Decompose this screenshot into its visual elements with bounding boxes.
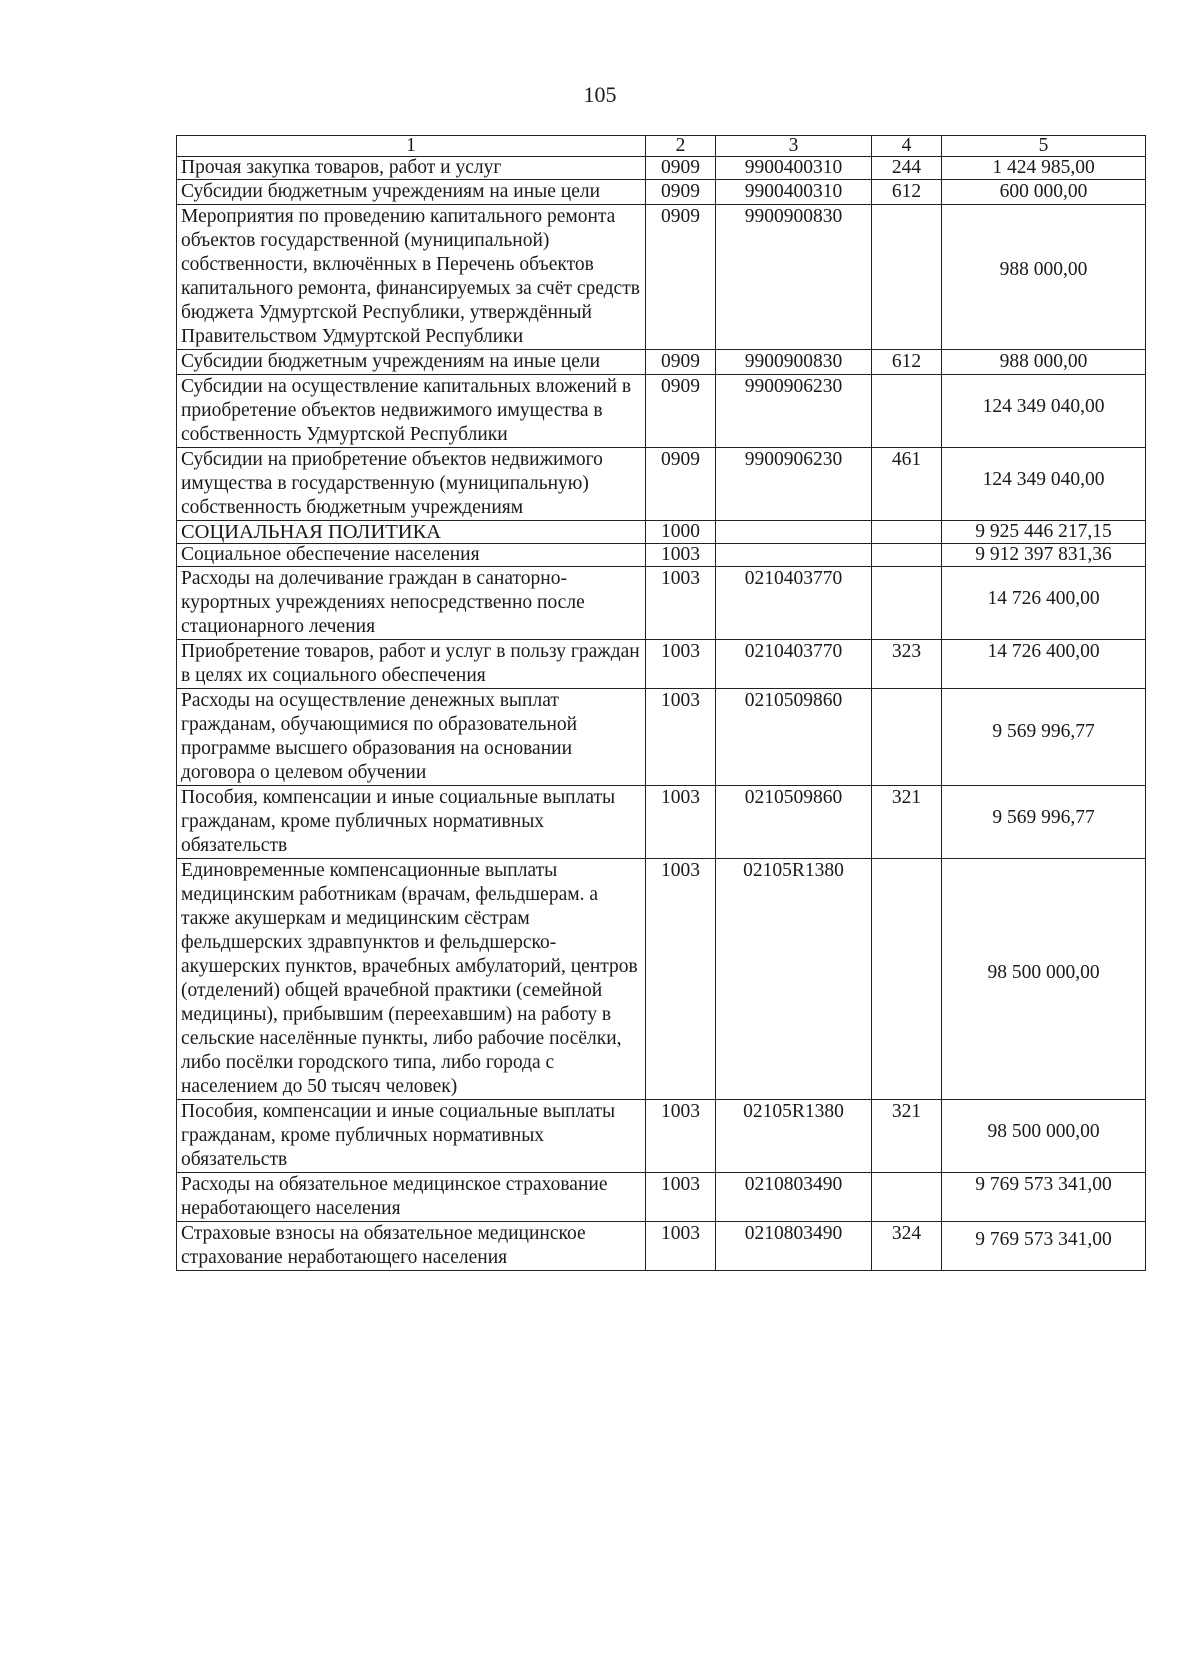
- row-section: 1003: [646, 859, 716, 1100]
- row-amount: 14 726 400,00: [942, 567, 1146, 640]
- row-code: 02105R1380: [716, 859, 872, 1100]
- row-name: Приобретение товаров, работ и услуг в пользу граждан в целях их социального обеспечения: [177, 640, 646, 689]
- table-row: [177, 786, 1146, 859]
- table-row: [177, 521, 1146, 544]
- row-type: [872, 375, 942, 448]
- table-header-row: [177, 136, 1146, 157]
- row-code: 0210509860: [716, 689, 872, 786]
- row-code: 9900900830: [716, 350, 872, 375]
- row-type: 612: [872, 180, 942, 205]
- row-code: 9900906230: [716, 448, 872, 521]
- row-name: Расходы на обязательное медицинское страхование неработающего населения: [177, 1173, 646, 1222]
- row-section: 1003: [646, 567, 716, 640]
- column-header-section: 2: [646, 136, 716, 157]
- row-amount: 9 769 573 341,00: [942, 1222, 1146, 1271]
- row-section: 1003: [646, 1222, 716, 1271]
- row-type: [872, 859, 942, 1100]
- table-row: [177, 157, 1146, 180]
- row-name: Пособия, компенсации и иные социальные выплаты гражданам, кроме публичных нормативных обязательств: [177, 786, 646, 859]
- row-code: 02105R1380: [716, 1100, 872, 1173]
- table-row: [177, 350, 1146, 375]
- row-amount: 9 925 446 217,15: [942, 521, 1146, 544]
- row-section: 1003: [646, 544, 716, 567]
- row-type: 321: [872, 1100, 942, 1173]
- table-row: [177, 859, 1146, 1100]
- row-code: 0210403770: [716, 567, 872, 640]
- table-row: [177, 1222, 1146, 1271]
- row-section: 0909: [646, 157, 716, 180]
- row-name: Расходы на осуществление денежных выплат гражданам, обучающимися по образовательной программе высшего образования на основании договора о целевом обучении: [177, 689, 646, 786]
- table-row: [177, 448, 1146, 521]
- row-amount: 988 000,00: [942, 350, 1146, 375]
- row-type: [872, 1173, 942, 1222]
- row-amount: 9 769 573 341,00: [942, 1173, 1146, 1222]
- row-section: 0909: [646, 205, 716, 350]
- column-header-name: 1: [177, 136, 646, 157]
- row-type: [872, 205, 942, 350]
- row-name: Расходы на долечивание граждан в санаторно-курортных учреждениях непосредственно после стационарного лечения: [177, 567, 646, 640]
- row-name: Страховые взносы на обязательное медицинское страхование неработающего населения: [177, 1222, 646, 1271]
- row-type: 461: [872, 448, 942, 521]
- budget-table: [176, 135, 1146, 1271]
- table-row: [177, 1173, 1146, 1222]
- row-amount: 9 912 397 831,36: [942, 544, 1146, 567]
- table-row: [177, 180, 1146, 205]
- row-section: 1003: [646, 1100, 716, 1173]
- row-section: 1000: [646, 521, 716, 544]
- row-type: 323: [872, 640, 942, 689]
- row-amount: 1 424 985,00: [942, 157, 1146, 180]
- table-row: [177, 544, 1146, 567]
- row-name: СОЦИАЛЬНАЯ ПОЛИТИКА: [177, 521, 646, 544]
- row-type: [872, 544, 942, 567]
- column-header-code: 3: [716, 136, 872, 157]
- row-name: Мероприятия по проведению капитального ремонта объектов государственной (муниципальной) собственности, включённых в Перечень объектов капитального ремонта, финансируемых за счёт средств бюджета Удмуртской Республики, утверждённый Правительством Удмуртской Республики: [177, 205, 646, 350]
- row-amount: 14 726 400,00: [942, 640, 1146, 689]
- page-number: 105: [583, 82, 617, 107]
- table-row: [177, 567, 1146, 640]
- row-code: 9900900830: [716, 205, 872, 350]
- row-section: 1003: [646, 640, 716, 689]
- row-section: 0909: [646, 375, 716, 448]
- row-name: Субсидии на осуществление капитальных вложений в приобретение объектов недвижимого имущества в собственность Удмуртской Республики: [177, 375, 646, 448]
- row-type: 612: [872, 350, 942, 375]
- row-name: Субсидии бюджетным учреждениям на иные цели: [177, 350, 646, 375]
- row-amount: 98 500 000,00: [942, 859, 1146, 1100]
- row-section: 0909: [646, 180, 716, 205]
- row-name: Субсидии бюджетным учреждениям на иные цели: [177, 180, 646, 205]
- column-header-amount: 5: [942, 136, 1146, 157]
- row-name: Единовременные компенсационные выплаты медицинским работникам (врачам, фельдшерам. а также акушеркам и медицинским сёстрам фельдшерских здравпунктов и фельдшерско-акушерских пунктов, врачебных амбулаторий, центров (отделений) общей врачебной практики (семейной медицины), прибывшим (переехавшим) на работу в сельские населённые пункты, либо рабочие посёлки, либо посёлки городского типа, либо города с населением до 50 тысяч человек): [177, 859, 646, 1100]
- row-type: 321: [872, 786, 942, 859]
- row-section: 0909: [646, 350, 716, 375]
- row-type: [872, 521, 942, 544]
- row-type: [872, 689, 942, 786]
- row-name: Субсидии на приобретение объектов недвижимого имущества в государственную (муниципальную) собственность бюджетным учреждениям: [177, 448, 646, 521]
- row-name: Прочая закупка товаров, работ и услуг: [177, 157, 646, 180]
- row-type: 244: [872, 157, 942, 180]
- table-row: [177, 640, 1146, 689]
- row-code: 0210803490: [716, 1173, 872, 1222]
- row-amount: 988 000,00: [942, 205, 1146, 350]
- row-code: 9900400310: [716, 180, 872, 205]
- row-code: 0210803490: [716, 1222, 872, 1271]
- row-amount: 9 569 996,77: [942, 786, 1146, 859]
- row-code: 9900906230: [716, 375, 872, 448]
- row-section: 1003: [646, 1173, 716, 1222]
- row-type: [872, 567, 942, 640]
- row-amount: 124 349 040,00: [942, 448, 1146, 521]
- table-row: [177, 689, 1146, 786]
- row-name: Пособия, компенсации и иные социальные выплаты гражданам, кроме публичных нормативных обязательств: [177, 1100, 646, 1173]
- row-code: 0210509860: [716, 786, 872, 859]
- row-amount: 98 500 000,00: [942, 1100, 1146, 1173]
- row-section: 1003: [646, 786, 716, 859]
- row-type: 324: [872, 1222, 942, 1271]
- row-code: 0210403770: [716, 640, 872, 689]
- row-amount: 600 000,00: [942, 180, 1146, 205]
- row-section: 1003: [646, 689, 716, 786]
- row-code: 9900400310: [716, 157, 872, 180]
- row-code: [716, 544, 872, 567]
- table-row: [177, 375, 1146, 448]
- row-amount: 124 349 040,00: [942, 375, 1146, 448]
- table-row: [177, 205, 1146, 350]
- column-header-type: 4: [872, 136, 942, 157]
- row-section: 0909: [646, 448, 716, 521]
- row-amount: 9 569 996,77: [942, 689, 1146, 786]
- row-code: [716, 521, 872, 544]
- row-name: Социальное обеспечение населения: [177, 544, 646, 567]
- table-row: [177, 1100, 1146, 1173]
